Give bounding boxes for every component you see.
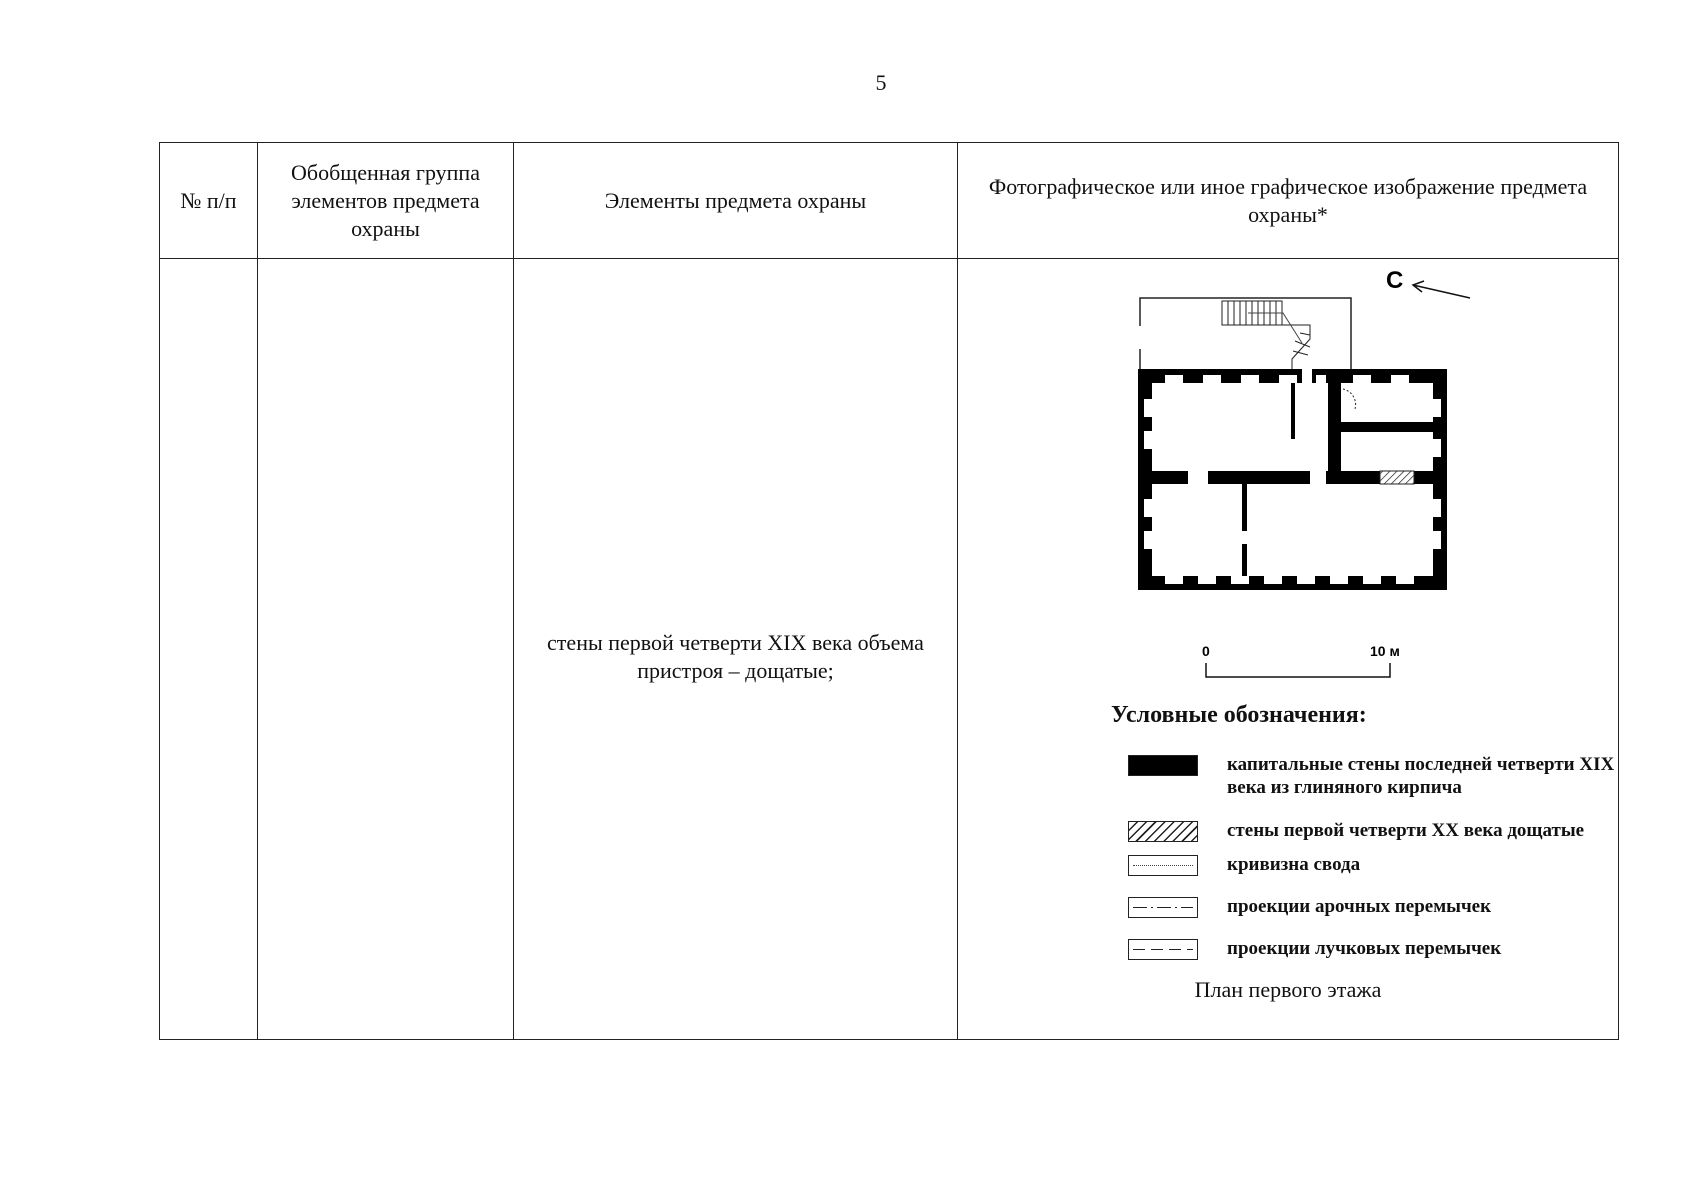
board-wall-hatched <box>1380 471 1414 484</box>
floor-plan-figure <box>958 259 1618 1039</box>
plan-caption: План первого этажа <box>1194 977 1382 1002</box>
header-image: Фотографическое или иное графическое изображение предмета охраны* <box>958 143 1619 259</box>
cell-image <box>958 259 1619 1040</box>
legend-text: капитальные стены последней четверти XIX века из глиняного кирпича <box>1227 754 1615 798</box>
north-label: С <box>1386 267 1404 294</box>
header-number: № п/п <box>160 143 258 259</box>
door-arc-icon <box>1343 389 1356 409</box>
page-number: 5 <box>875 70 887 95</box>
legend-item-board-walls <box>1128 819 1657 842</box>
table-row <box>160 259 1619 1040</box>
legend-swatch-solid <box>1128 755 1198 776</box>
north-arrow-icon <box>1413 281 1470 298</box>
elements-text: стены первой четверти XIX века объема пристроя – дощатые; <box>547 630 924 683</box>
header-elements: Элементы предмета охраны <box>514 143 958 259</box>
legend-item-arch-lintels <box>1128 895 1657 918</box>
legend-text: проекции лучковых перемычек <box>1227 938 1502 959</box>
cell-elements <box>514 259 958 1040</box>
floor-plan-drawing <box>958 259 1618 689</box>
legend-text: стены первой четверти XX века дощатые <box>1227 820 1585 841</box>
legend-item-segmental-lintels <box>1128 937 1657 960</box>
legend-text: проекции арочных перемычек <box>1227 896 1492 917</box>
legend-text: кривизна свода <box>1227 854 1361 875</box>
legend-swatch-dashdot <box>1128 897 1198 918</box>
cell-group <box>258 259 514 1040</box>
legend-swatch-dashed <box>1128 939 1198 960</box>
staircase-icon <box>1222 301 1310 369</box>
scale-bar <box>1206 663 1390 677</box>
scale-end: 10 м <box>1370 643 1400 659</box>
legend-swatch-dotted <box>1128 855 1198 876</box>
legend-title: Условные обозначения: <box>1111 702 1367 728</box>
header-group: Обобщенная группа элементов предмета охраны <box>258 143 514 259</box>
legend-swatch-hatch <box>1128 821 1198 842</box>
table-header-row <box>160 143 1619 259</box>
legend-item-capital-walls <box>1128 753 1657 799</box>
cell-number <box>160 259 258 1040</box>
scale-start: 0 <box>1202 643 1210 659</box>
protection-table <box>159 142 1619 1040</box>
legend-item-vault-curvature <box>1128 853 1657 876</box>
